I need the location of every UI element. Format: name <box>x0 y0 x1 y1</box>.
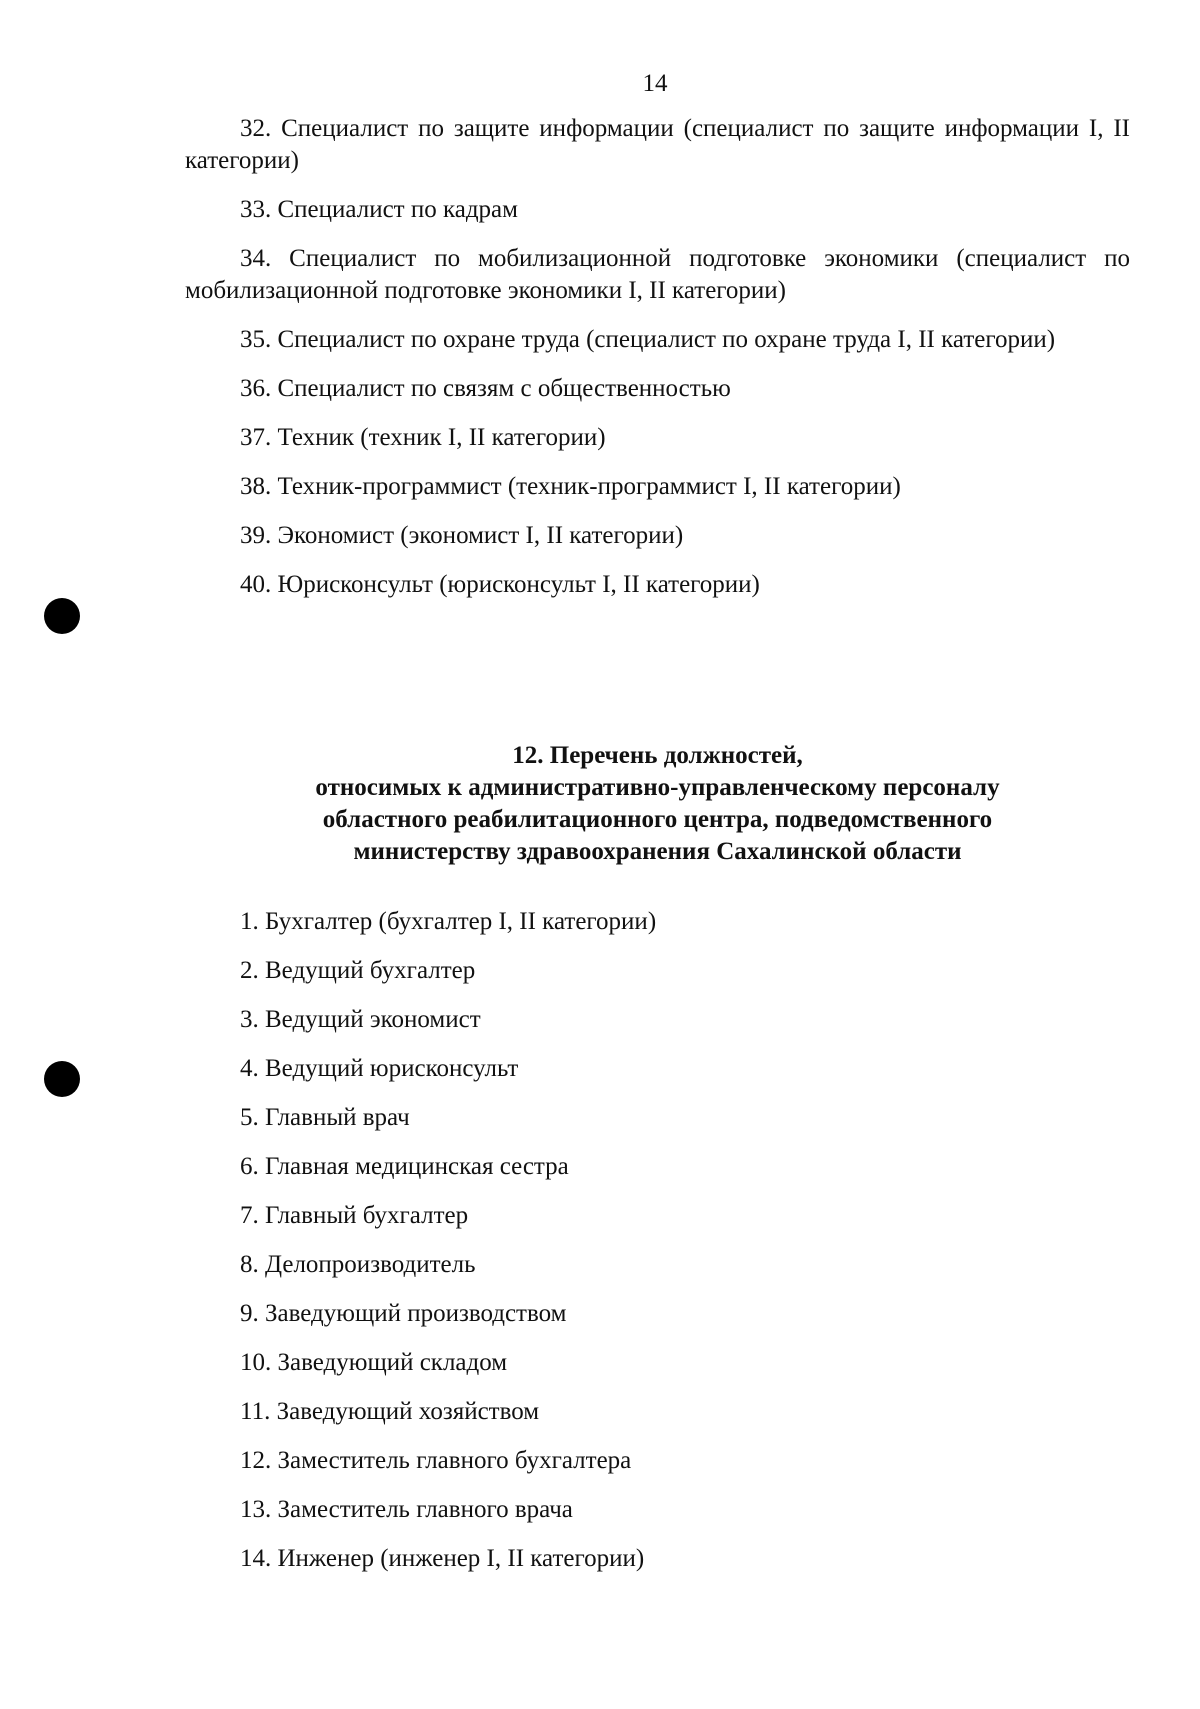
list-item: 1. Бухгалтер (бухгалтер I, II категории) <box>240 908 657 935</box>
list-item: 3. Ведущий экономист <box>240 1006 481 1033</box>
list-item: 35. Специалист по охране труда (специалист по охране труда I, II категории) <box>240 326 1056 353</box>
section-heading-line: относимых к административно-управленческому персоналу <box>315 774 1000 801</box>
list-item: 7. Главный бухгалтер <box>240 1202 469 1229</box>
list-item: 5. Главный врач <box>240 1104 410 1131</box>
list-item: 36. Специалист по связям с общественностью <box>240 375 731 402</box>
list-item: 9. Заведующий производством <box>240 1300 567 1327</box>
list-item: 13. Заместитель главного врача <box>240 1496 573 1523</box>
punch-hole <box>44 1061 80 1097</box>
section-heading <box>185 740 1130 868</box>
list-item: 37. Техник (техник I, II категории) <box>240 424 606 451</box>
list-item: 39. Экономист (экономист I, II категории) <box>240 522 684 549</box>
list-item: 6. Главная медицинская сестра <box>240 1153 569 1180</box>
list-item: 8. Делопроизводитель <box>240 1251 476 1278</box>
section-heading-line: 12. Перечень должностей, <box>512 742 803 769</box>
list-item: 40. Юрисконсульт (юрисконсульт I, II категории) <box>240 571 760 598</box>
list-item: 10. Заведующий складом <box>240 1349 508 1376</box>
punch-hole <box>44 598 80 634</box>
list-item: 34. Специалист по мобилизационной подготовке экономики (специалист по мобилизационной подготовке экономики I, II категории) <box>185 245 1130 304</box>
page-number: 14 <box>642 70 668 97</box>
section-heading-line: областного реабилитационного центра, подведомственного <box>322 806 993 833</box>
list-item: 38. Техник-программист (техник-программист I, II категории) <box>240 473 901 500</box>
list-item: 2. Ведущий бухгалтер <box>240 957 476 984</box>
positions-list <box>185 906 1130 1592</box>
list-item: 33. Специалист по кадрам <box>240 196 518 223</box>
list-item: 11. Заведующий хозяйством <box>240 1398 540 1425</box>
list-item: 4. Ведущий юрисконсульт <box>240 1055 519 1082</box>
list-item: 32. Специалист по защите информации (специалист по защите информации I, II категории) <box>185 115 1130 174</box>
section-heading-line: министерству здравоохранения Сахалинской области <box>353 838 962 865</box>
positions-list-continued <box>185 113 1130 618</box>
list-item: 12. Заместитель главного бухгалтера <box>240 1447 632 1474</box>
list-item: 14. Инженер (инженер I, II категории) <box>240 1545 645 1572</box>
